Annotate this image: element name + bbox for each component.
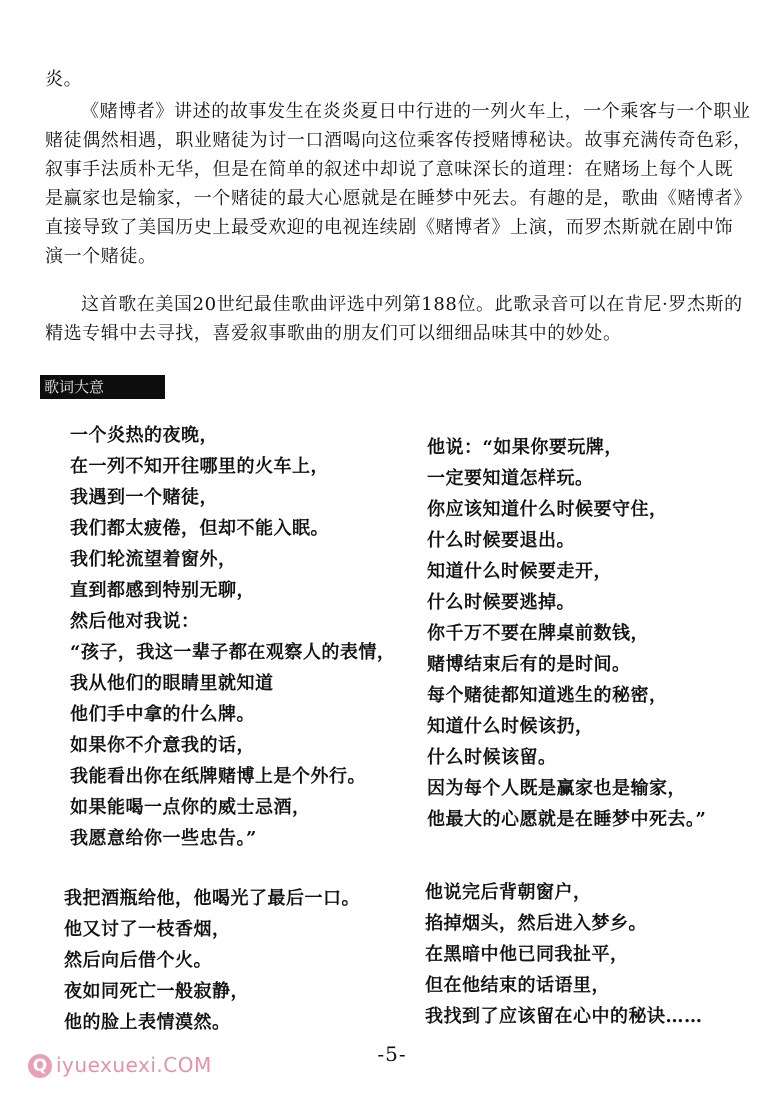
paragraph-line: 精选专辑中去寻找，喜爱叙事歌曲的朋友们可以细细品味其中的妙处。 [45, 323, 622, 344]
intro-paragraph-1 [45, 65, 735, 94]
paragraph-line: 《赌博者》讲述的故事发生在炎炎夏日中行进的一列火车上，一个乘客与一个职业 [81, 101, 751, 122]
lyrics-right-stanza-2 [425, 877, 703, 1032]
lyric-line: 什么时候要退出。 [427, 530, 575, 551]
lyric-line: 他说：“如果你要玩牌， [427, 437, 623, 458]
lyric-line: 他说完后背朝窗户， [425, 882, 592, 903]
paragraph-line: 演一个赌徒。 [45, 246, 157, 267]
lyric-line: 如果你不介意我的话， [70, 735, 255, 756]
lyric-line: 他的脸上表情漠然。 [64, 1012, 231, 1033]
paragraph-line: 是赢家也是输家，一个赌徒的最大心愿就是在睡梦中死去。有趣的是，歌曲《赌博者》 [45, 188, 752, 209]
lyric-line: 我找到了应该留在心中的秘诀…… [425, 1006, 703, 1027]
lyric-line: 他最大的心愿就是在睡梦中死去。” [427, 809, 707, 830]
paragraph-line: 叙事手法质朴无华，但是在简单的叙述中却说了意味深长的道理：在赌场上每个人既 [45, 159, 734, 180]
lyric-line: 他又讨了一枝香烟， [64, 919, 231, 940]
section-label-lyrics: 歌词大意 [40, 375, 165, 399]
lyrics-left-stanza-2 [64, 883, 360, 1038]
lyric-line: 然后他对我说： [70, 611, 200, 632]
lyric-line: 我遇到一个赌徒， [70, 487, 218, 508]
lyric-line: 我们都太疲倦，但却不能入眠。 [70, 518, 329, 539]
lyric-line: 如果能喝一点你的威士忌酒， [70, 797, 311, 818]
lyric-line: 你应该知道什么时候要守住， [427, 499, 668, 520]
lyrics-right-stanza-1 [427, 432, 706, 835]
lyric-line: 掐掉烟头，然后进入梦乡。 [425, 913, 647, 934]
intro-paragraph-2 [45, 97, 752, 271]
lyric-line: 什么时候要逃掉。 [427, 592, 575, 613]
lyric-line: 但在他结束的话语里， [425, 975, 610, 996]
lyric-line: 我们轮流望着窗外， [70, 549, 237, 570]
lyric-line: 因为每个人既是赢家也是输家， [427, 778, 686, 799]
intro-paragraph-3 [45, 290, 743, 348]
lyric-line: 一个炎热的夜晚， [70, 425, 218, 446]
lyric-line: 知道什么时候该扔， [427, 716, 594, 737]
lyric-line: 我把酒瓶给他，他喝光了最后一口。 [64, 888, 360, 909]
page-number: -5- [377, 1042, 407, 1066]
lyric-line: 直到都感到特别无聊， [70, 580, 255, 601]
lyric-line: 每个赌徒都知道逃生的秘密， [427, 685, 668, 706]
lyric-line: “孩子，我这一辈子都在观察人的表情， [70, 642, 396, 663]
paragraph-line: 直接导致了美国历史上最受欢迎的电视连续剧《赌博者》上演，而罗杰斯就在剧中饰 [45, 217, 734, 238]
lyric-line: 你千万不要在牌桌前数钱， [427, 623, 649, 644]
lyric-line: 知道什么时候要走开， [427, 561, 612, 582]
lyric-line: 我能看出你在纸牌赌博上是个外行。 [70, 766, 366, 787]
lyric-line: 我从他们的眼睛里就知道 [70, 673, 274, 694]
paragraph-line: 这首歌在美国20世纪最佳歌曲评选中列第188位。此歌录音可以在肯尼·罗杰斯的 [81, 294, 743, 315]
paragraph-line: 炎。 [45, 69, 83, 90]
lyric-line: 赌博结束后有的是时间。 [427, 654, 631, 675]
lyric-line: 一定要知道怎样玩。 [427, 468, 594, 489]
lyric-line: 我愿意给你一些忠告。” [70, 828, 257, 849]
lyric-line: 夜如同死亡一般寂静， [64, 981, 249, 1002]
paragraph-line: 赌徒偶然相遇，职业赌徒为讨一口酒喝向这位乘客传授赌博秘诀。故事充满传奇色彩， [45, 130, 752, 151]
lyric-line: 他们手中拿的什么牌。 [70, 704, 255, 725]
lyric-line: 什么时候该留。 [427, 747, 557, 768]
lyric-line: 在一列不知开往哪里的火车上， [70, 456, 329, 477]
site-watermark [28, 1050, 268, 1080]
watermark-text: iyuexuexi.COM [56, 1053, 212, 1077]
lyric-line: 在黑暗中他已同我扯平， [425, 944, 629, 965]
lyrics-left-stanza-1 [70, 420, 395, 854]
site-logo-icon: Q [28, 1054, 52, 1078]
lyric-line: 然后向后借个火。 [64, 950, 212, 971]
